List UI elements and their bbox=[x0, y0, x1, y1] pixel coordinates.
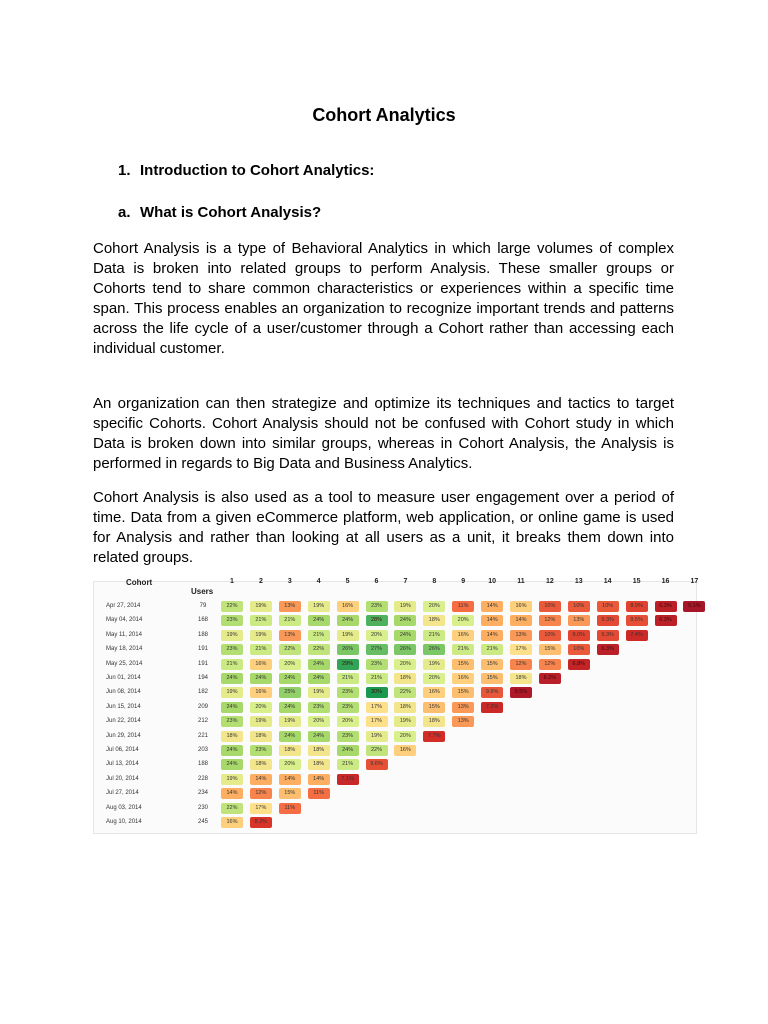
cohort-users-count: 188 bbox=[197, 631, 208, 638]
retention-cell: 16% bbox=[250, 687, 272, 698]
period-header: 7 bbox=[403, 578, 408, 585]
paragraph-engagement: Cohort Analysis is also used as a tool to measure user engagement over a period of time. Data from a given eCommerce platform, web application, or online game is used for Analysis and rather than looking at all users as a unit, it breaks them down into related groups. bbox=[93, 489, 674, 566]
retention-cell: 14% bbox=[279, 774, 301, 785]
retention-cell: 9.3% bbox=[597, 630, 619, 641]
retention-cell: 14% bbox=[481, 615, 503, 626]
retention-cell: 24% bbox=[394, 630, 416, 641]
retention-cell: 16% bbox=[337, 601, 359, 612]
subsection-heading bbox=[118, 204, 321, 221]
retention-cell: 18% bbox=[250, 759, 272, 770]
period-header: 3 bbox=[287, 578, 292, 585]
retention-cell: 16% bbox=[394, 745, 416, 756]
retention-cell: 24% bbox=[221, 745, 243, 756]
retention-cell: 19% bbox=[394, 601, 416, 612]
period-header: 11 bbox=[517, 578, 525, 585]
retention-cell: 19% bbox=[394, 716, 416, 727]
retention-cell: 20% bbox=[366, 630, 388, 641]
subsection-letter: a. bbox=[118, 204, 131, 221]
period-header: 12 bbox=[545, 578, 554, 585]
retention-cell: 19% bbox=[308, 687, 330, 698]
retention-cell: 18% bbox=[308, 759, 330, 770]
retention-cell: 15% bbox=[452, 687, 474, 698]
page-title: Cohort Analytics bbox=[312, 105, 456, 125]
retention-cell: 13% bbox=[279, 630, 301, 641]
retention-cell: 23% bbox=[221, 644, 243, 655]
cohort-users-count: 234 bbox=[197, 790, 208, 797]
retention-cell: 22% bbox=[366, 745, 388, 756]
section-heading-text: Introduction to Cohort Analytics: bbox=[140, 162, 375, 179]
cohort-date-label: Jul 20, 2014 bbox=[106, 775, 139, 782]
retention-cell: 18% bbox=[279, 745, 301, 756]
retention-cell: 17% bbox=[366, 702, 388, 713]
retention-cell: 13% bbox=[452, 716, 474, 727]
cohort-users-count: 194 bbox=[197, 675, 208, 681]
retention-cell: 24% bbox=[308, 615, 330, 626]
retention-cell: 19% bbox=[423, 659, 445, 670]
retention-cell: 7.1% bbox=[337, 774, 359, 785]
retention-cell: 21% bbox=[308, 630, 330, 641]
retention-cell: 17% bbox=[366, 716, 388, 727]
retention-cell: 21% bbox=[366, 673, 388, 684]
retention-cell: 23% bbox=[221, 716, 243, 727]
retention-cell: 14% bbox=[250, 774, 272, 785]
retention-cell: 19% bbox=[308, 601, 330, 612]
retention-cell: 7.4% bbox=[626, 630, 648, 641]
retention-cell: 25% bbox=[279, 687, 301, 698]
cohort-date-label: May 11, 2014 bbox=[106, 631, 142, 638]
retention-cell: 24% bbox=[337, 615, 359, 626]
period-header: 17 bbox=[690, 578, 699, 585]
retention-cell: 20% bbox=[337, 716, 359, 727]
cohort-date-label: Jun 01, 2014 bbox=[106, 675, 141, 681]
retention-cell: 18% bbox=[250, 731, 272, 742]
retention-cell: 21% bbox=[423, 630, 445, 641]
cohort-users-count: 182 bbox=[197, 689, 208, 696]
retention-cell: 18% bbox=[308, 745, 330, 756]
paragraph-definition: Cohort Analysis is a type of Behavioral Analytics in which large volumes of complex Data is broken into related groups to perform Analysis. These smaller groups or Cohorts tend to share common characteristics or experiences within a specific time span. This process enables an organization to recognize important trends and patterns across the life cycle of a user/customer through a Cohort rather than accessing each individual customer. bbox=[93, 240, 674, 357]
retention-cell: 30% bbox=[366, 687, 388, 698]
retention-cell: 24% bbox=[308, 673, 330, 684]
retention-cell: 24% bbox=[221, 673, 243, 684]
retention-cell: 5.5% bbox=[510, 687, 532, 698]
retention-cell: 24% bbox=[337, 745, 359, 756]
cohort-users-count: 79 bbox=[199, 603, 207, 609]
period-header: 14 bbox=[603, 578, 612, 585]
cohort-date-label: Jul 13, 2014 bbox=[106, 761, 139, 768]
period-header: 4 bbox=[316, 578, 321, 585]
retention-cell: 17% bbox=[250, 803, 272, 814]
retention-cell: 15% bbox=[539, 644, 561, 655]
retention-cell: 24% bbox=[279, 673, 301, 684]
retention-cell: 24% bbox=[279, 702, 301, 713]
retention-cell: 19% bbox=[366, 731, 388, 742]
retention-cell: 13% bbox=[279, 601, 301, 612]
cohort-users-count: 228 bbox=[197, 775, 208, 782]
cohort-date-label: Aug 03, 2014 bbox=[106, 804, 142, 811]
retention-cell: 24% bbox=[221, 759, 243, 770]
retention-cell: 22% bbox=[221, 601, 243, 612]
retention-cell: 16% bbox=[452, 630, 474, 641]
retention-cell: 22% bbox=[394, 687, 416, 698]
retention-cell: 11% bbox=[452, 601, 474, 612]
cohort-table-figure bbox=[93, 578, 701, 834]
retention-cell: 28% bbox=[366, 615, 388, 626]
retention-cell: 24% bbox=[221, 702, 243, 713]
retention-cell: 18% bbox=[423, 716, 445, 727]
period-header: 8 bbox=[432, 578, 437, 585]
period-header: 6 bbox=[374, 578, 379, 585]
retention-cell: 11% bbox=[279, 803, 301, 814]
cohort-date-label: May 18, 2014 bbox=[106, 646, 143, 653]
cohort-users-count: 168 bbox=[197, 617, 208, 624]
cohort-users-count: 191 bbox=[197, 646, 208, 653]
period-header: 13 bbox=[574, 578, 583, 585]
retention-cell: 20% bbox=[394, 659, 416, 670]
cohort-date-label: May 25, 2014 bbox=[106, 660, 143, 667]
retention-cell: 20% bbox=[250, 702, 272, 713]
retention-cell: 23% bbox=[366, 601, 388, 612]
retention-cell: 14% bbox=[481, 630, 503, 641]
retention-cell: 20% bbox=[423, 601, 445, 612]
retention-cell: 6.2% bbox=[539, 673, 561, 684]
retention-cell: 23% bbox=[366, 659, 388, 670]
cohort-date-label: May 04, 2014 bbox=[106, 617, 143, 624]
retention-cell: 23% bbox=[337, 687, 359, 698]
retention-cell: 16% bbox=[423, 687, 445, 698]
cohort-users-count: 188 bbox=[197, 761, 208, 768]
retention-cell: 19% bbox=[221, 630, 243, 641]
retention-cell: 9.3% bbox=[597, 615, 619, 626]
retention-cell: 9.0% bbox=[568, 630, 590, 641]
retention-cell: 19% bbox=[250, 716, 272, 727]
paragraph-strategy: An organization can then strategize and optimize its techniques and tactics to target specific Cohorts. Cohort Analysis should not be confused with Cohort study in which Data is broken down into similar groups, whereas in Cohort Analysis, the Analysis is performed in regards to Big Data and Business Analytics. bbox=[93, 395, 674, 472]
retention-cell: 14% bbox=[221, 788, 243, 799]
retention-cell: 12% bbox=[539, 615, 561, 626]
retention-cell: 7.7% bbox=[423, 731, 445, 742]
retention-cell: 12% bbox=[539, 659, 561, 670]
cohort-date-label: Jun 22, 2014 bbox=[106, 718, 141, 725]
retention-cell: 19% bbox=[279, 716, 301, 727]
retention-cell: 15% bbox=[279, 788, 301, 799]
retention-cell: 12% bbox=[510, 659, 532, 670]
retention-cell: 15% bbox=[452, 659, 474, 670]
retention-cell: 18% bbox=[423, 615, 445, 626]
retention-cell: 14% bbox=[481, 601, 503, 612]
cohort-users-count: 221 bbox=[197, 732, 208, 739]
retention-cell: 27% bbox=[366, 644, 388, 655]
retention-cell: 24% bbox=[250, 673, 272, 684]
retention-cell: 16% bbox=[250, 659, 272, 670]
retention-cell: 19% bbox=[250, 601, 272, 612]
retention-cell: 15% bbox=[481, 673, 503, 684]
retention-cell: 26% bbox=[394, 644, 416, 655]
retention-cell: 23% bbox=[221, 615, 243, 626]
cohort-date-label: Apr 27, 2014 bbox=[106, 603, 141, 609]
retention-cell: 15% bbox=[481, 659, 503, 670]
retention-cell: 22% bbox=[308, 644, 330, 655]
cohort-header-label: Cohort bbox=[126, 578, 153, 587]
retention-cell: 21% bbox=[250, 644, 272, 655]
retention-cell: 18% bbox=[394, 673, 416, 684]
retention-cell: 23% bbox=[250, 745, 272, 756]
retention-cell: 19% bbox=[250, 630, 272, 641]
retention-cell: 10% bbox=[539, 601, 561, 612]
retention-cell: 16% bbox=[221, 817, 243, 828]
retention-cell: 22% bbox=[279, 644, 301, 655]
retention-cell: 19% bbox=[337, 630, 359, 641]
retention-cell: 14% bbox=[308, 774, 330, 785]
retention-cell: 21% bbox=[221, 659, 243, 670]
retention-cell: 20% bbox=[308, 716, 330, 727]
retention-cell: 7.2% bbox=[481, 702, 503, 713]
cohort-users-count: 209 bbox=[197, 703, 208, 710]
retention-cell: 5.1% bbox=[683, 601, 705, 612]
retention-cell: 12% bbox=[250, 788, 272, 799]
retention-cell: 26% bbox=[423, 644, 445, 655]
retention-cell: 21% bbox=[337, 759, 359, 770]
retention-cell: 13% bbox=[452, 702, 474, 713]
retention-cell: 10% bbox=[597, 601, 619, 612]
retention-cell: 20% bbox=[423, 673, 445, 684]
period-header: 1 bbox=[230, 578, 234, 585]
period-header: 9 bbox=[461, 578, 466, 585]
retention-cell: 18% bbox=[221, 731, 243, 742]
cohort-users-count: 230 bbox=[197, 804, 208, 811]
cohort-date-label: Jun 15, 2014 bbox=[106, 703, 141, 710]
period-header: 16 bbox=[661, 578, 670, 585]
retention-cell: 23% bbox=[337, 702, 359, 713]
retention-cell: 6.3% bbox=[655, 615, 677, 626]
retention-cell: 9.5% bbox=[626, 615, 648, 626]
retention-cell: 18% bbox=[510, 673, 532, 684]
retention-cell: 21% bbox=[481, 644, 503, 655]
retention-cell: 6.8% bbox=[568, 659, 590, 670]
cohort-date-label: Jul 06, 2014 bbox=[106, 747, 139, 753]
retention-cell: 21% bbox=[452, 644, 474, 655]
retention-cell: 10% bbox=[568, 644, 590, 655]
retention-cell: 21% bbox=[279, 615, 301, 626]
section-number: 1. bbox=[118, 162, 131, 179]
retention-cell: 10% bbox=[568, 601, 590, 612]
cohort-date-label: Jun 08, 2014 bbox=[106, 689, 141, 696]
period-header: 10 bbox=[488, 578, 496, 585]
cohort-users-count: 203 bbox=[197, 747, 208, 753]
retention-cell: 21% bbox=[337, 673, 359, 684]
retention-cell: 6.3% bbox=[597, 644, 619, 655]
retention-cell: 24% bbox=[308, 731, 330, 742]
retention-cell: 14% bbox=[510, 615, 532, 626]
retention-cell: 15% bbox=[423, 702, 445, 713]
retention-cell: 19% bbox=[221, 687, 243, 698]
retention-cell: 19% bbox=[221, 774, 243, 785]
retention-cell: 8.9% bbox=[626, 601, 648, 612]
retention-cell: 17% bbox=[510, 644, 532, 655]
retention-cell: 8.2% bbox=[250, 817, 272, 828]
retention-cell: 16% bbox=[510, 601, 532, 612]
retention-cell: 26% bbox=[337, 644, 359, 655]
cohort-users-count: 245 bbox=[197, 819, 208, 825]
retention-cell: 22% bbox=[221, 803, 243, 814]
cohort-date-label: Aug 10, 2014 bbox=[106, 819, 142, 825]
retention-cell: 6.3% bbox=[655, 601, 677, 612]
retention-cell: 24% bbox=[279, 731, 301, 742]
cohort-users-count: 212 bbox=[197, 718, 208, 725]
retention-cell: 20% bbox=[279, 759, 301, 770]
retention-cell: 16% bbox=[452, 673, 474, 684]
retention-cell: 11% bbox=[308, 788, 330, 799]
retention-cell: 9.9% bbox=[481, 687, 503, 698]
retention-cell: 20% bbox=[452, 615, 474, 626]
retention-cell: 20% bbox=[279, 659, 301, 670]
cohort-date-label: Jun 29, 2014 bbox=[106, 732, 141, 739]
retention-cell: 23% bbox=[308, 702, 330, 713]
cohort-users-count: 191 bbox=[197, 660, 208, 667]
period-header: 2 bbox=[258, 578, 263, 585]
users-header-label: Users bbox=[191, 587, 214, 596]
retention-cell: 24% bbox=[394, 615, 416, 626]
retention-cell: 13% bbox=[568, 615, 590, 626]
retention-cell: 23% bbox=[337, 731, 359, 742]
retention-cell: 21% bbox=[250, 615, 272, 626]
retention-cell: 18% bbox=[394, 702, 416, 713]
retention-cell: 10% bbox=[539, 630, 561, 641]
retention-cell: 13% bbox=[510, 630, 532, 641]
period-header: 5 bbox=[345, 578, 350, 585]
retention-cell: 20% bbox=[394, 731, 416, 742]
period-header: 15 bbox=[632, 578, 641, 585]
retention-cell: 29% bbox=[337, 659, 359, 670]
retention-cell: 9.6% bbox=[366, 759, 388, 770]
section-heading bbox=[118, 162, 374, 179]
cohort-date-label: Jul 27, 2014 bbox=[106, 790, 139, 797]
subsection-heading-text: What is Cohort Analysis? bbox=[140, 204, 322, 221]
retention-cell: 24% bbox=[308, 659, 330, 670]
